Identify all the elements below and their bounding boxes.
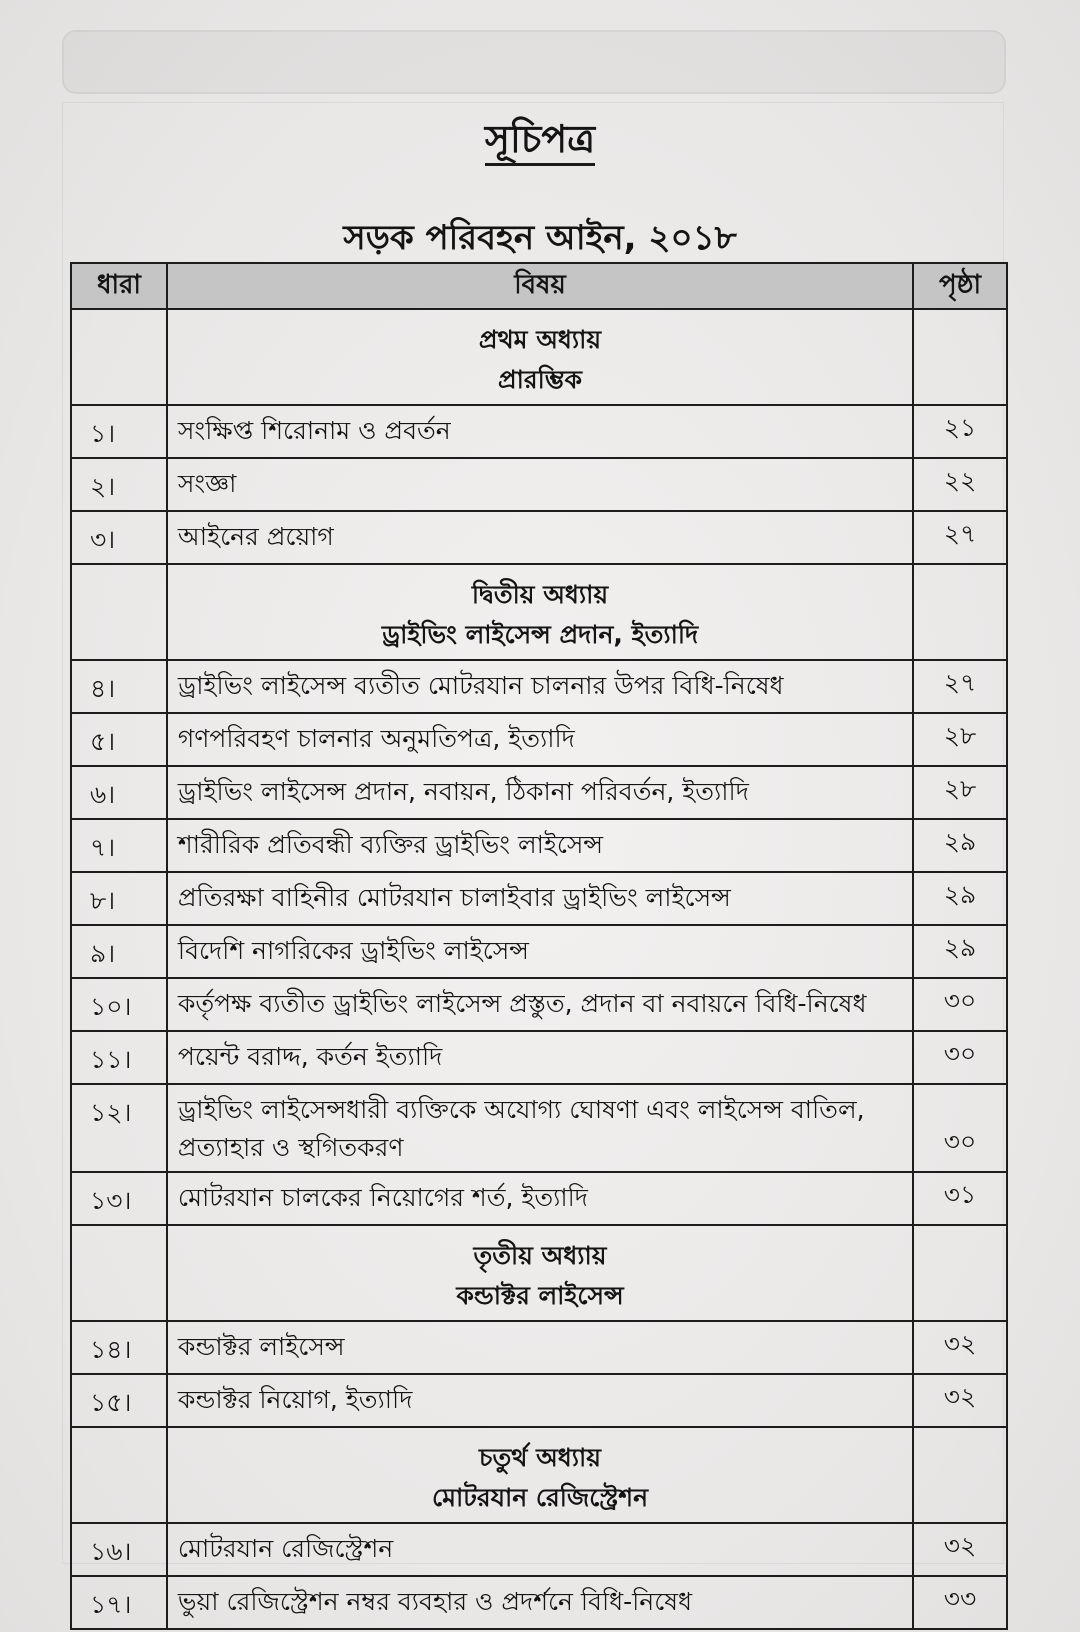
page-number: ৩২	[913, 1321, 1007, 1374]
header-dhara: ধারা	[71, 263, 167, 309]
table-row	[71, 1172, 1007, 1225]
chapter-page-cell	[913, 309, 1007, 405]
chapter-page-cell	[913, 564, 1007, 660]
section-title: বিদেশি নাগরিকের ড্রাইভিং লাইসেন্স	[167, 925, 913, 978]
act-title: সড়ক পরিবহন আইন, ২০১৮	[343, 218, 737, 258]
chapter-num-cell	[71, 1427, 167, 1523]
section-title: কর্তৃপক্ষ ব্যতীত ড্রাইভিং লাইসেন্স প্রস্তুত, প্রদান বা নবায়নে বিধি-নিষেধ	[167, 978, 913, 1031]
section-title: ড্রাইভিং লাইসেন্স প্রদান, নবায়ন, ঠিকানা পরিবর্তন, ইত্যাদি	[167, 766, 913, 819]
header-bishoy: বিষয়	[167, 263, 913, 309]
page-number: ২৮	[913, 713, 1007, 766]
page-number: ৩০	[913, 1031, 1007, 1084]
table-row	[71, 819, 1007, 872]
chapter-row	[71, 1225, 1007, 1321]
header-page: পৃষ্ঠা	[913, 263, 1007, 309]
section-number: ৩।	[71, 511, 167, 564]
chapter-heading-cell	[167, 1427, 913, 1523]
section-title: ড্রাইভিং লাইসেন্সধারী ব্যক্তিকে অযোগ্য ঘোষণা এবং লাইসেন্স বাতিল, প্রত্যাহার ও স্থগিতকরণ	[167, 1084, 913, 1172]
page-number: ৩২	[913, 1523, 1007, 1576]
page-number: ২৯	[913, 925, 1007, 978]
table-row	[71, 978, 1007, 1031]
table-row	[71, 1031, 1007, 1084]
section-number: ১৫।	[71, 1374, 167, 1427]
section-title: কন্ডাক্টর লাইসেন্স	[167, 1321, 913, 1374]
chapter-heading: চতুর্থ অধ্যায়	[478, 1443, 602, 1472]
bleed-through-header	[62, 30, 1006, 94]
section-number: ১০।	[71, 978, 167, 1031]
section-title: সংক্ষিপ্ত শিরোনাম ও প্রবর্তন	[167, 405, 913, 458]
section-title: ড্রাইভিং লাইসেন্স ব্যতীত মোটরযান চালনার উপর বিধি-নিষেধ	[167, 660, 913, 713]
section-title: ভুয়া রেজিস্ট্রেশন নম্বর ব্যবহার ও প্রদর্শনে বিধি-নিষেধ	[167, 1576, 913, 1629]
chapter-subheading: প্রারম্ভিক	[497, 365, 583, 394]
chapter-subheading: কন্ডাক্টর লাইসেন্স	[456, 1281, 624, 1310]
page-number: ২১	[913, 405, 1007, 458]
section-number: ২।	[71, 458, 167, 511]
section-number: ৫।	[71, 713, 167, 766]
chapter-num-cell	[71, 564, 167, 660]
table-row	[71, 405, 1007, 458]
table-row	[71, 713, 1007, 766]
section-number: ১৩।	[71, 1172, 167, 1225]
section-number: ১।	[71, 405, 167, 458]
contents-table	[70, 262, 1008, 1630]
section-title: মোটরযান রেজিস্ট্রেশন	[167, 1523, 913, 1576]
page-number: ৩০	[913, 978, 1007, 1031]
page-number: ২২	[913, 458, 1007, 511]
chapter-heading: প্রথম অধ্যায়	[478, 325, 602, 354]
chapter-page-cell	[913, 1427, 1007, 1523]
section-title: শারীরিক প্রতিবন্ধী ব্যক্তির ড্রাইভিং লাইসেন্স	[167, 819, 913, 872]
chapter-num-cell	[71, 1225, 167, 1321]
section-title: প্রতিরক্ষা বাহিনীর মোটরযান চালাইবার ড্রাইভিং লাইসেন্স	[167, 872, 913, 925]
chapter-num-cell	[71, 309, 167, 405]
chapter-row	[71, 1427, 1007, 1523]
table-row	[71, 511, 1007, 564]
table-row	[71, 1576, 1007, 1629]
table-row	[71, 458, 1007, 511]
section-number: ১৬।	[71, 1523, 167, 1576]
table-row	[71, 1374, 1007, 1427]
page-number: ৩১	[913, 1172, 1007, 1225]
section-number: ৪।	[71, 660, 167, 713]
chapter-heading: তৃতীয় অধ্যায়	[473, 1241, 607, 1270]
section-number: ৯।	[71, 925, 167, 978]
section-title: গণপরিবহণ চালনার অনুমতিপত্র, ইত্যাদি	[167, 713, 913, 766]
page-number: ৩২	[913, 1374, 1007, 1427]
chapter-heading-cell	[167, 309, 913, 405]
section-title: মোটরযান চালকের নিয়োগের শর্ত, ইত্যাদি	[167, 1172, 913, 1225]
page-number: ২৯	[913, 872, 1007, 925]
section-number: ১৭।	[71, 1576, 167, 1629]
table-row	[71, 1084, 1007, 1172]
table-row	[71, 660, 1007, 713]
page-number: ২৭	[913, 660, 1007, 713]
chapter-subheading: ড্রাইভিং লাইসেন্স প্রদান, ইত্যাদি	[381, 620, 699, 649]
table-row	[71, 766, 1007, 819]
page-number: ২৮	[913, 766, 1007, 819]
chapter-page-cell	[913, 1225, 1007, 1321]
section-number: ১২।	[71, 1084, 167, 1172]
header-row	[71, 263, 1007, 309]
chapter-heading-cell	[167, 564, 913, 660]
section-number: ৬।	[71, 766, 167, 819]
table-row	[71, 1321, 1007, 1374]
page-number: ৩৩	[913, 1576, 1007, 1629]
chapter-heading: দ্বিতীয় অধ্যায়	[471, 580, 609, 609]
table-row	[71, 872, 1007, 925]
section-title: পয়েন্ট বরাদ্দ, কর্তন ইত্যাদি	[167, 1031, 913, 1084]
table-row	[71, 1523, 1007, 1576]
page-number: ২৭	[913, 511, 1007, 564]
section-number: ৮।	[71, 872, 167, 925]
section-number: ৭।	[71, 819, 167, 872]
chapter-row	[71, 309, 1007, 405]
page-title	[0, 110, 1080, 174]
section-number: ১৪।	[71, 1321, 167, 1374]
section-title: আইনের প্রয়োগ	[167, 511, 913, 564]
section-title: কন্ডাক্টর নিয়োগ, ইত্যাদি	[167, 1374, 913, 1427]
chapter-row	[71, 564, 1007, 660]
page-title-text: সূচিপত্র	[485, 117, 595, 166]
chapter-subheading: মোটরযান রেজিস্ট্রেশন	[431, 1483, 649, 1512]
section-title: সংজ্ঞা	[167, 458, 913, 511]
page-number: ৩০	[913, 1084, 1007, 1172]
section-number: ১১।	[71, 1031, 167, 1084]
page-number: ২৯	[913, 819, 1007, 872]
table-row	[71, 925, 1007, 978]
chapter-heading-cell	[167, 1225, 913, 1321]
